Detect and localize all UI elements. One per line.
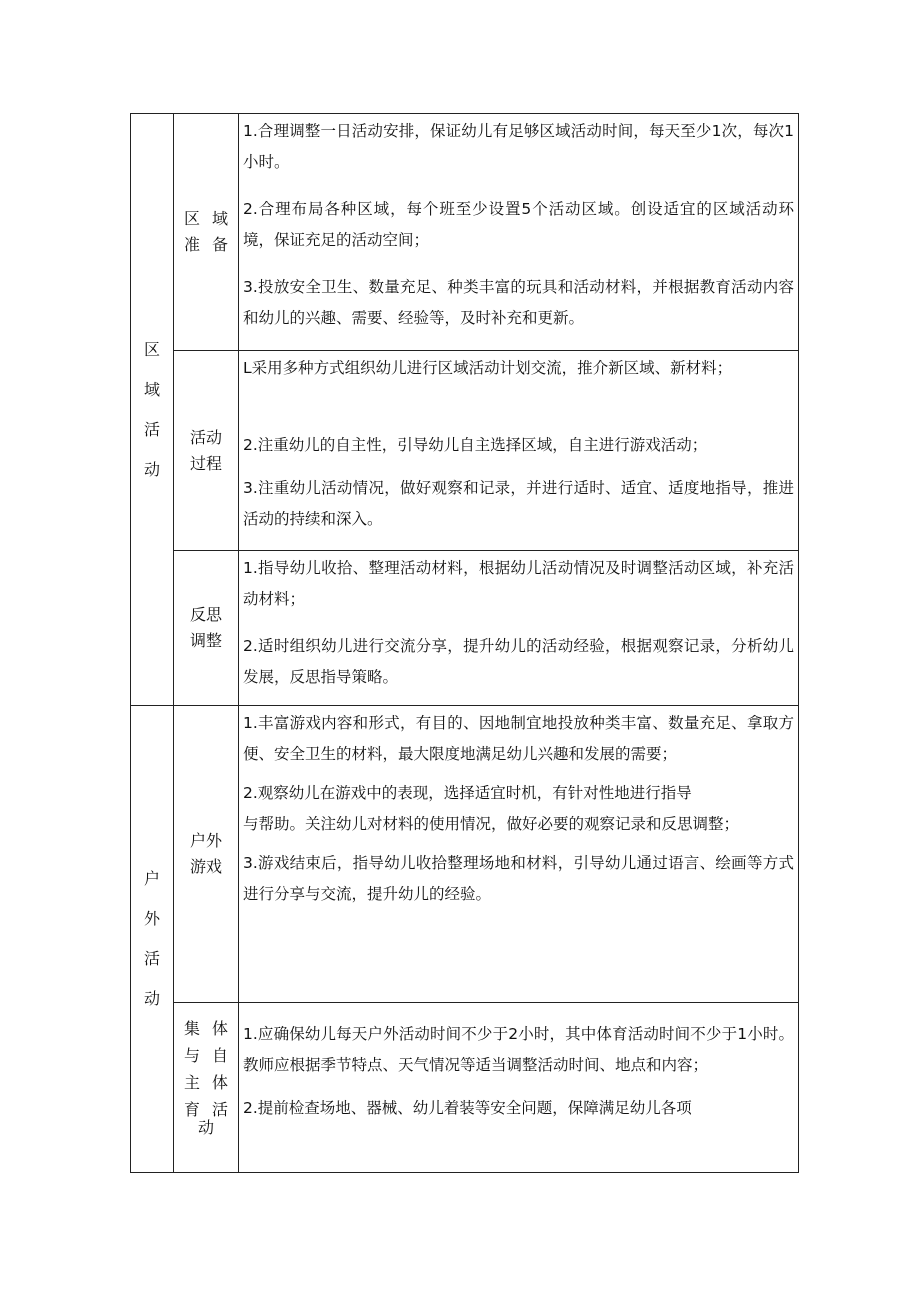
list-item: 3.注重幼儿活动情况，做好观察和记录，并进行适时、适宜、适度地指导，推进活动的持续和深入。 xyxy=(243,479,794,528)
content-cell xyxy=(239,706,799,1003)
subsection-label-tail: 动 xyxy=(197,1118,214,1137)
list-item: 与帮助。关注幼儿对材料的使用情况，做好必要的观察记录和反思调整； xyxy=(243,815,740,833)
list-item: 3.游戏结束后，指导幼儿收拾整理场地和材料，引导幼儿通过语言、绘画等方式进行分享与交流，提升幼儿的经验。 xyxy=(243,854,794,903)
section-label: 户外活动 xyxy=(143,869,160,1008)
list-item: 2.适时组织幼儿进行交流分享，提升幼儿的活动经验，根据观察记录，分析幼儿发展，反思指导策略。 xyxy=(243,637,794,686)
list-item: 3.投放安全卫生、数量充足、种类丰富的玩具和活动材料，并根据教育活动内容和幼儿的兴趣、需要、经验等，及时补充和更新。 xyxy=(243,278,794,327)
subsection-label: 活动过程 xyxy=(189,427,222,473)
subsection-label: 户外游戏 xyxy=(189,831,222,876)
section-cell-area-activity xyxy=(131,114,174,706)
table-row xyxy=(131,351,799,551)
content-cell xyxy=(239,114,799,351)
subsection-cell xyxy=(174,551,239,706)
subsection-cell xyxy=(174,114,239,351)
activity-table xyxy=(130,113,799,1173)
subsection-cell xyxy=(174,1003,239,1173)
table-row xyxy=(131,1003,799,1173)
list-item: 2.提前检查场地、器械、幼儿着装等安全问题，保障满足幼儿各项 xyxy=(243,1099,692,1117)
list-item: 1.合理调整一日活动安排，保证幼儿有足够区域活动时间，每天至少1次，每次1小时。 xyxy=(243,122,794,171)
content-cell xyxy=(239,551,799,706)
subsection-label: 集体与自主体育活 xyxy=(184,1019,228,1119)
subsection-cell xyxy=(174,706,239,1003)
section-label: 区域活动 xyxy=(143,339,160,479)
list-item: L采用多种方式组织幼儿进行区域活动计划交流，推介新区域、新材料； xyxy=(243,359,733,377)
section-cell-outdoor-activity xyxy=(131,706,174,1173)
subsection-cell xyxy=(174,351,239,551)
table-row xyxy=(131,551,799,706)
table-row xyxy=(131,114,799,351)
subsection-label: 反思调整 xyxy=(189,605,222,650)
list-item: 1.丰富游戏内容和形式，有目的、因地制宜地投放种类丰富、数量充足、拿取方便、安全卫生的材料，最大限度地满足幼儿兴趣和发展的需要； xyxy=(243,714,794,763)
subsection-label: 区域准备 xyxy=(184,209,228,254)
list-item: 2.注重幼儿的自主性，引导幼儿自主选择区域，自主进行游戏活动； xyxy=(243,436,708,454)
list-item: 2.观察幼儿在游戏中的表现，选择适宜时机，有针对性地进行指导 xyxy=(243,784,692,802)
list-item: 1.指导幼儿收拾、整理活动材料，根据幼儿活动情况及时调整活动区域，补充活动材料； xyxy=(243,559,794,608)
table-row xyxy=(131,706,799,1003)
list-item: 1.应确保幼儿每天户外活动时间不少于2小时，其中体育活动时间不少于1小时。教师应根据季节特点、天气情况等适当调整活动时间、地点和内容； xyxy=(243,1025,794,1074)
list-item: 2.合理布局各种区域，每个班至少设置5个活动区域。创设适宜的区域活动环境，保证充足的活动空间； xyxy=(243,200,794,249)
content-cell xyxy=(239,351,799,551)
content-cell xyxy=(239,1003,799,1173)
